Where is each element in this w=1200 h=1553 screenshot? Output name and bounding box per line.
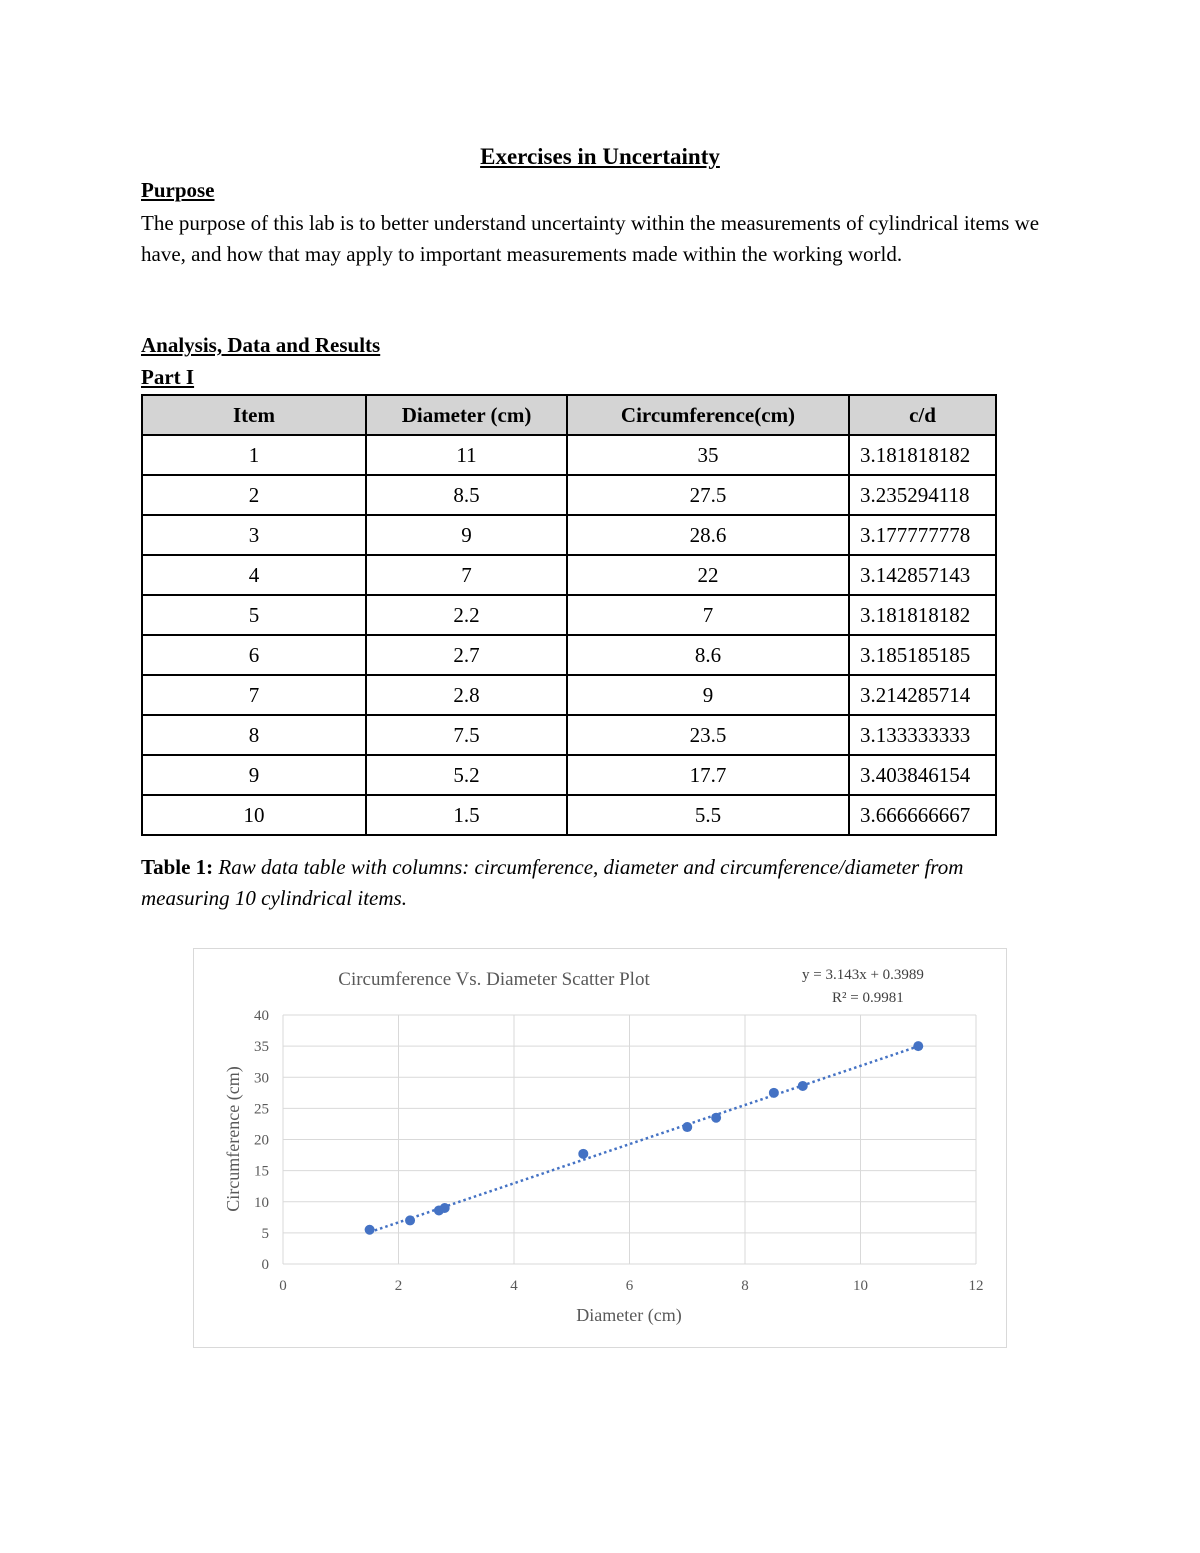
y-tick-label: 30 (254, 1070, 269, 1087)
trendline-equation: y = 3.143x + 0.3989 (802, 967, 924, 983)
table-row (142, 515, 996, 555)
page-title: Exercises in Uncertainty (480, 144, 720, 169)
y-tick-label: 35 (254, 1039, 269, 1056)
x-tick-label: 0 (279, 1278, 287, 1294)
caption-text: Raw data table with columns: circumference, diameter and circumference/diameter from measuring 10 cylindrical items. (141, 855, 964, 910)
cell-item: 5 (142, 595, 366, 635)
data-table (141, 394, 997, 836)
table-row (142, 635, 996, 675)
chart-points (365, 1041, 924, 1235)
col-header-item: Item (142, 395, 366, 435)
cell-ratio: 3.235294118 (849, 475, 996, 515)
cell-ratio: 3.177777778 (849, 515, 996, 555)
cell-item: 9 (142, 755, 366, 795)
cell-circumference: 35 (567, 435, 849, 475)
x-tick-label: 6 (625, 1278, 634, 1294)
table-row (142, 755, 996, 795)
y-tick-label: 15 (254, 1163, 269, 1180)
data-point (440, 1203, 450, 1213)
y-tick-label: 0 (261, 1257, 269, 1273)
table-row (142, 595, 996, 635)
data-point (769, 1088, 779, 1098)
cell-circumference: 5.5 (567, 795, 849, 835)
cell-ratio: 3.181818182 (849, 435, 996, 475)
col-header-ratio: c/d (849, 395, 996, 435)
cell-circumference: 8.6 (567, 635, 849, 675)
x-tick-label: 10 (853, 1278, 868, 1294)
cell-circumference: 17.7 (567, 755, 849, 795)
data-point (798, 1081, 808, 1091)
cell-item: 10 (142, 795, 366, 835)
table-row (142, 435, 996, 475)
part-heading: Part I (141, 365, 195, 389)
data-point (711, 1113, 721, 1123)
y-tick-label: 25 (254, 1101, 269, 1118)
x-tick-label: 2 (394, 1278, 403, 1294)
analysis-heading: Analysis, Data and Results (141, 333, 381, 357)
cell-circumference: 28.6 (567, 515, 849, 555)
cell-diameter: 11 (366, 435, 567, 475)
cell-circumference: 7 (567, 595, 849, 635)
cell-circumference: 9 (567, 675, 849, 715)
data-point (365, 1225, 375, 1235)
y-tick-label: 10 (254, 1194, 269, 1211)
cell-ratio: 3.403846154 (849, 755, 996, 795)
cell-ratio: 3.181818182 (849, 595, 996, 635)
table-row (142, 475, 996, 515)
cell-circumference: 27.5 (567, 475, 849, 515)
y-tick-label: 40 (254, 1008, 269, 1024)
x-tick-label: 12 (968, 1278, 984, 1294)
table-row (142, 715, 996, 755)
table-row (142, 795, 996, 835)
cell-ratio: 3.185185185 (849, 635, 996, 675)
cell-diameter: 5.2 (366, 755, 567, 795)
trendline-r2: R² = 0.9981 (832, 990, 904, 1006)
cell-item: 4 (142, 555, 366, 595)
cell-circumference: 23.5 (567, 715, 849, 755)
cell-ratio: 3.214285714 (849, 675, 996, 715)
cell-diameter: 7.5 (366, 715, 567, 755)
cell-item: 7 (142, 675, 366, 715)
purpose-heading: Purpose (141, 178, 215, 202)
x-axis-label: Diameter (cm) (576, 1305, 682, 1325)
data-point (682, 1122, 692, 1132)
cell-circumference: 22 (567, 555, 849, 595)
cell-item: 6 (142, 635, 366, 675)
cell-item: 2 (142, 475, 366, 515)
cell-item: 1 (142, 435, 366, 475)
purpose-text: The purpose of this lab is to better understand uncertainty within the measurements of cylindrical items we have, and how that may apply to important measurements made within the working world. (141, 211, 1040, 266)
table-row (142, 675, 996, 715)
data-point (578, 1149, 588, 1159)
cell-ratio: 3.133333333 (849, 715, 996, 755)
chart-container (193, 948, 1007, 1348)
caption-label: Table 1: (141, 855, 214, 879)
cell-diameter: 1.5 (366, 795, 567, 835)
cell-diameter: 2.7 (366, 635, 567, 675)
cell-diameter: 9 (366, 515, 567, 555)
chart-tick-labels (254, 1008, 984, 1294)
x-tick-label: 8 (741, 1278, 749, 1294)
x-tick-label: 4 (510, 1278, 518, 1294)
y-tick-label: 5 (261, 1225, 269, 1242)
cell-diameter: 2.8 (366, 675, 567, 715)
cell-ratio: 3.666666667 (849, 795, 996, 835)
cell-diameter: 8.5 (366, 475, 567, 515)
col-header-circumference: Circumference(cm) (567, 395, 849, 435)
cell-item: 8 (142, 715, 366, 755)
chart-title: Circumference Vs. Diameter Scatter Plot (338, 969, 650, 990)
cell-ratio: 3.142857143 (849, 555, 996, 595)
data-point (405, 1215, 415, 1225)
cell-item: 3 (142, 515, 366, 555)
cell-diameter: 2.2 (366, 595, 567, 635)
scatter-chart (194, 949, 1006, 1347)
col-header-diameter: Diameter (cm) (366, 395, 567, 435)
y-tick-label: 20 (254, 1132, 269, 1149)
data-point (913, 1041, 923, 1051)
y-axis-label: Circumference (cm) (223, 1066, 243, 1212)
table-header-row (142, 395, 996, 435)
cell-diameter: 7 (366, 555, 567, 595)
table-caption (141, 852, 1041, 914)
table-row (142, 555, 996, 595)
